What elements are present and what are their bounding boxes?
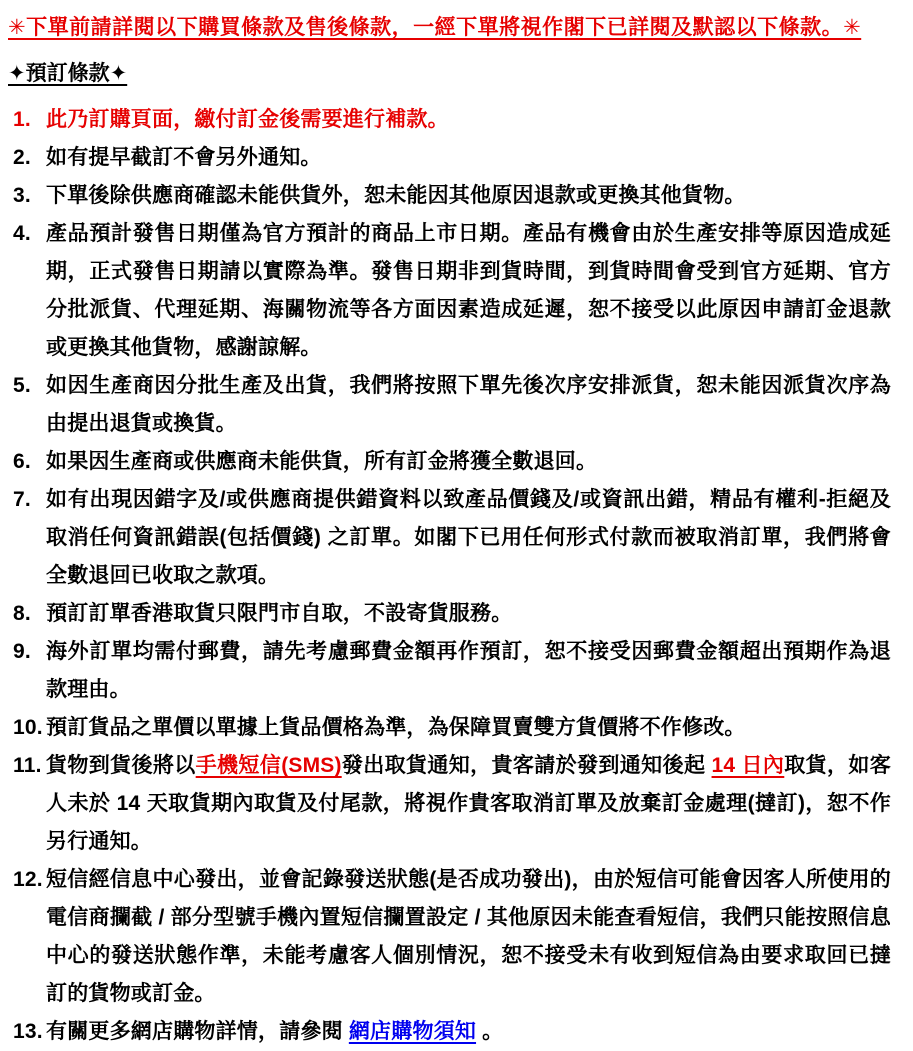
- term-segment: 貨物到貨後將以: [46, 754, 196, 777]
- term-number: 8.: [13, 602, 31, 625]
- term-number: 9.: [13, 640, 31, 663]
- term-number: 4.: [13, 222, 31, 245]
- term-segment: 如果因生產商或供應商未能供貨，所有訂金將獲全數退回。: [46, 450, 598, 473]
- term-item: [8, 633, 891, 709]
- term-item: [8, 101, 891, 139]
- term-number: 10.: [13, 716, 43, 739]
- term-item: [8, 139, 891, 177]
- term-text: [46, 716, 746, 739]
- term-segment: 下單後除供應商確認未能供貨外，恕未能因其他原因退款或更換其他貨物。: [46, 184, 746, 207]
- term-number: 6.: [13, 450, 31, 473]
- term-text: [46, 146, 322, 169]
- term-text: [46, 602, 512, 625]
- term-number: 7.: [13, 488, 31, 511]
- term-number: 12.: [13, 868, 43, 891]
- term-text: [46, 450, 597, 473]
- term-text: [46, 868, 891, 1005]
- term-item: [8, 747, 891, 861]
- shop-guide-link[interactable]: 網店購物須知: [348, 1020, 477, 1043]
- term-text: [46, 754, 891, 853]
- term-item: [8, 443, 891, 481]
- term-item: [8, 367, 891, 443]
- term-segment: 海外訂單均需付郵費，請先考慮郵費金額再作預訂，恕不接受因郵費金額超出預期作為退款理由。: [46, 640, 891, 701]
- term-number: 13.: [13, 1020, 43, 1043]
- purchase-notice-title: ✳下單前請詳閱以下購買條款及售後條款，一經下單將視作閣下已詳閱及默認以下條款。✳: [8, 16, 862, 39]
- term-text: [46, 1020, 503, 1043]
- term-segment: 預訂訂單香港取貨只限門市自取，不設寄貨服務。: [46, 602, 513, 625]
- term-segment: 發出取貨通知，貴客請於發到通知後起: [341, 754, 712, 777]
- term-text: [46, 184, 746, 207]
- term-number: 1.: [13, 108, 31, 131]
- sms-notice-highlight: 手機短信(SMS): [195, 754, 342, 777]
- term-segment: 如有出現因錯字及/或供應商提供錯資料以致產品價錢及/或資訊出錯，精品有權利-拒絕及取消任何資訊錯誤(包括價錢) 之訂單。如閣下已用任何形式付款而被取消訂單，我們將會全數退回已收取之款項。: [46, 488, 891, 587]
- term-item: [8, 215, 891, 367]
- term-text: [46, 374, 891, 435]
- pickup-deadline-highlight: 14 日內: [711, 754, 785, 777]
- term-item: [8, 861, 891, 1013]
- term-item: [8, 1013, 891, 1051]
- term-item: [8, 177, 891, 215]
- term-segment: 此乃訂購頁面，繳付訂金後需要進行補款。: [46, 108, 449, 131]
- term-number: 3.: [13, 184, 31, 207]
- term-number: 5.: [13, 374, 31, 397]
- term-number: 11.: [13, 754, 42, 777]
- term-segment: 。: [476, 1020, 504, 1043]
- term-segment: 有關更多網店購物詳情，請參閱: [46, 1020, 349, 1043]
- term-segment: 如因生產商因分批生產及出貨，我們將按照下單先後次序安排派貨，恕未能因派貨次序為由提出退貨或換貨。: [46, 374, 891, 435]
- term-segment: 短信經信息中心發出，並會記錄發送狀態(是否成功發出)，由於短信可能會因客人所使用的電信商攔截 / 部分型號手機內置短信攔置設定 / 其他原因未能查看短信，我們只能按照信息中心的發送狀態作準，未能考慮客人個別情況，恕不接受未有收到短信為由要求取回已撻訂的貨物或訂金。: [46, 868, 891, 1005]
- term-item: [8, 595, 891, 633]
- term-text: [46, 222, 891, 359]
- term-text: [46, 640, 891, 701]
- term-segment: 產品預計發售日期僅為官方預計的商品上市日期。產品有機會由於生產安排等原因造成延期，正式發售日期請以實際為準。發售日期非到貨時間，到貨時間會受到官方延期、官方分批派貨、代理延期、海關物流等各方面因素造成延遲，恕不接受以此原因申請訂金退款或更換其他貨物，感謝諒解。: [46, 222, 891, 359]
- term-text: [46, 488, 891, 587]
- term-segment: 預訂貨品之單價以單據上貨品價格為準，為保障買賣雙方貨價將不作修改。: [46, 716, 746, 739]
- term-text: [46, 108, 449, 131]
- term-segment: 取貨，如客人未於 14 天取貨期內取貨及付尾款，將視作貴客取消訂單及放棄訂金處理(撻訂)，恕不作另行通知。: [46, 754, 892, 853]
- term-segment: 如有提早截訂不會另外通知。: [46, 146, 322, 169]
- preorder-terms-heading: ✦預訂條款✦: [8, 62, 128, 85]
- terms-list: [8, 101, 891, 1051]
- term-item: [8, 481, 891, 595]
- term-item: [8, 709, 891, 747]
- term-number: 2.: [13, 146, 31, 169]
